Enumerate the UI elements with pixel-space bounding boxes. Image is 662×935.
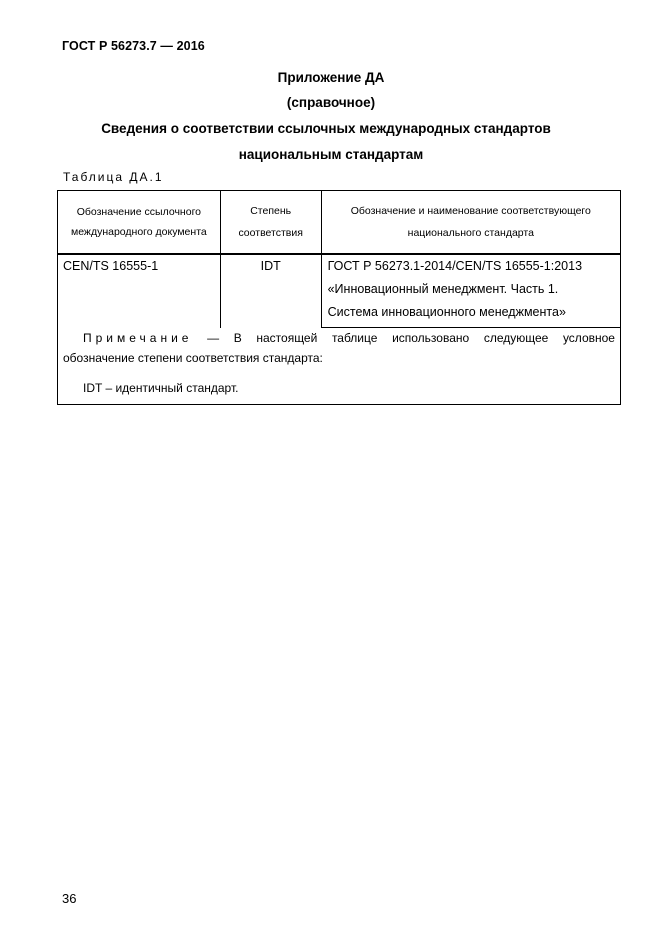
header-national-standard: Обозначение и наименование соответствующего национального стандарта <box>321 191 620 255</box>
note-word: — <box>207 331 220 345</box>
table-note <box>58 328 621 405</box>
note-line1 <box>63 328 615 348</box>
appendix-heading-line1: Сведения о соответствии ссылочных международных стандартов <box>101 121 551 136</box>
national-standard-line1: ГОСТ Р 56273.1-2014/CEN/TS 16555-1:2013 <box>327 259 583 273</box>
table-caption: Таблица ДА.1 <box>63 170 164 184</box>
cell-degree: IDT <box>220 254 321 328</box>
header-ref-doc: Обозначение ссылочного международного документа <box>58 191 221 255</box>
note-word: следующее <box>483 331 549 345</box>
page-number: 36 <box>62 891 77 906</box>
appendix-title: Приложение ДА <box>277 70 385 85</box>
table-row <box>58 254 621 328</box>
note-word: условное <box>562 331 615 345</box>
note-word: настоящей <box>256 331 318 345</box>
table-header-row <box>58 191 621 255</box>
note-line3: IDT – идентичный стандарт. <box>83 381 239 395</box>
cell-national-standard <box>321 254 620 328</box>
note-label: Примечание <box>83 331 193 345</box>
appendix-heading-line2: национальным стандартам <box>238 147 424 162</box>
table-note-row <box>58 328 621 405</box>
national-standard-line2: «Инновационный менеджмент. Часть 1. <box>327 282 559 296</box>
note-word: В <box>233 331 242 345</box>
document-code-header: ГОСТ Р 56273.7 — 2016 <box>62 39 205 53</box>
note-word: использовано <box>392 331 470 345</box>
cell-ref-doc: CEN/TS 16555-1 <box>58 254 221 328</box>
note-line2: обозначение степени соответствия стандарта: <box>63 351 323 365</box>
note-word: таблице <box>331 331 378 345</box>
header-degree: Степень соответствия <box>220 191 321 255</box>
appendix-type: (справочное) <box>286 95 376 110</box>
correspondence-table <box>57 190 621 405</box>
national-standard-line3: Система инновационного менеджмента» <box>327 305 566 319</box>
